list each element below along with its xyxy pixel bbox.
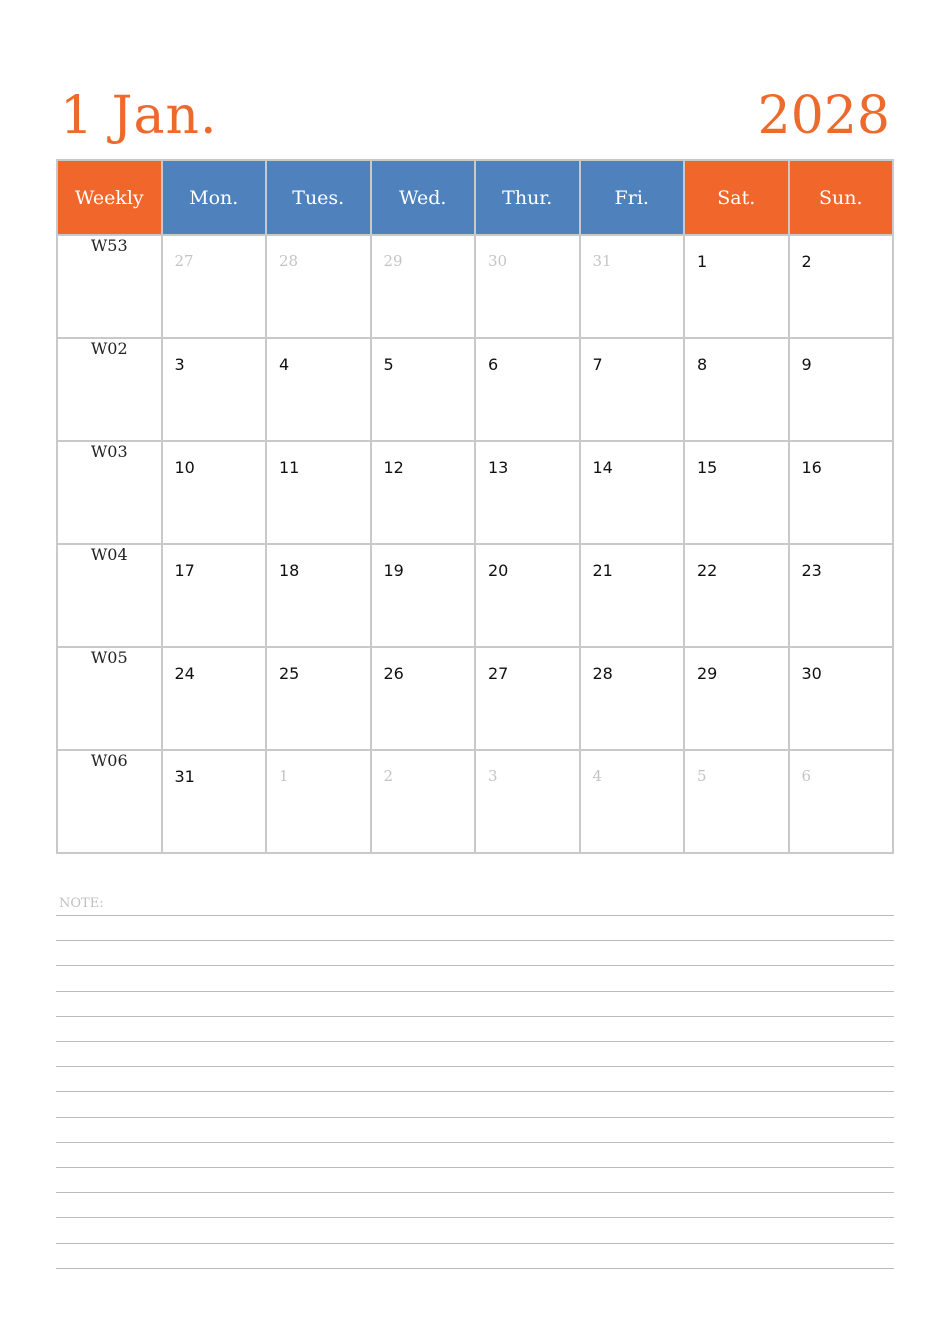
note-line	[56, 915, 894, 916]
adjacent-month-day-number: 1	[279, 767, 289, 785]
day-number: 2	[801, 252, 812, 271]
adjacent-month-day-number: 28	[279, 252, 299, 270]
day-cell[interactable]	[789, 441, 894, 544]
day-number: 27	[488, 664, 509, 683]
header-wednesday: Wed.	[371, 160, 476, 235]
header-monday: Mon.	[162, 160, 267, 235]
note-line	[56, 1016, 894, 1017]
note-line	[56, 1192, 894, 1193]
day-cell[interactable]	[266, 750, 371, 853]
week-number: W06	[57, 750, 162, 853]
header-friday: Fri.	[580, 160, 685, 235]
day-number: 10	[174, 458, 195, 477]
month-title: 1 Jan.	[60, 86, 218, 146]
adjacent-month-day-number: 5	[697, 767, 707, 785]
day-cell[interactable]	[371, 235, 476, 338]
week-number: W53	[57, 235, 162, 338]
day-number: 1	[697, 252, 708, 271]
day-cell[interactable]	[684, 544, 789, 647]
header-thursday: Thur.	[475, 160, 580, 235]
day-number: 5	[383, 355, 394, 374]
adjacent-month-day-number: 29	[383, 252, 403, 270]
day-number: 3	[174, 355, 185, 374]
note-line	[56, 1142, 894, 1143]
day-cell[interactable]	[266, 647, 371, 750]
day-cell[interactable]	[266, 235, 371, 338]
adjacent-month-day-number: 27	[174, 252, 194, 270]
note-line	[56, 1268, 894, 1269]
week-number: W03	[57, 441, 162, 544]
day-cell[interactable]	[580, 235, 685, 338]
day-number: 30	[801, 664, 822, 683]
week-number: W02	[57, 338, 162, 441]
day-number: 9	[801, 355, 812, 374]
note-line	[56, 1041, 894, 1042]
year-title: 2028	[757, 86, 890, 146]
day-cell[interactable]	[580, 338, 685, 441]
day-cell[interactable]	[789, 544, 894, 647]
week-number: W04	[57, 544, 162, 647]
adjacent-month-day-number: 3	[488, 767, 498, 785]
week-row	[57, 338, 893, 441]
day-cell[interactable]	[162, 338, 267, 441]
note-line	[56, 991, 894, 992]
day-cell[interactable]	[371, 647, 476, 750]
day-cell[interactable]	[580, 441, 685, 544]
week-row	[57, 544, 893, 647]
calendar-grid	[56, 159, 894, 854]
note-line	[56, 965, 894, 966]
week-row	[57, 441, 893, 544]
adjacent-month-day-number: 2	[383, 767, 394, 785]
day-number: 17	[174, 561, 195, 580]
day-cell[interactable]	[162, 235, 267, 338]
adjacent-month-day-number: 4	[592, 767, 603, 785]
note-line	[56, 1117, 894, 1118]
day-cell[interactable]	[684, 750, 789, 853]
note-line	[56, 1091, 894, 1092]
day-number: 11	[279, 458, 300, 477]
note-line	[56, 1167, 894, 1168]
day-number: 20	[488, 561, 509, 580]
day-number: 23	[801, 561, 822, 580]
day-cell[interactable]	[580, 544, 685, 647]
day-cell[interactable]	[162, 647, 267, 750]
day-cell[interactable]	[475, 647, 580, 750]
day-cell[interactable]	[789, 338, 894, 441]
day-cell[interactable]	[371, 338, 476, 441]
day-cell[interactable]	[475, 338, 580, 441]
header-tuesday: Tues.	[266, 160, 371, 235]
day-cell[interactable]	[684, 647, 789, 750]
day-number: 4	[279, 355, 290, 374]
day-cell[interactable]	[266, 544, 371, 647]
week-row	[57, 647, 893, 750]
day-cell[interactable]	[684, 338, 789, 441]
day-cell[interactable]	[371, 544, 476, 647]
day-number: 14	[592, 458, 613, 477]
adjacent-month-day-number: 6	[801, 767, 812, 785]
day-cell[interactable]	[475, 235, 580, 338]
day-cell[interactable]	[789, 235, 894, 338]
day-number: 24	[174, 664, 195, 683]
day-cell[interactable]	[684, 235, 789, 338]
day-cell[interactable]	[475, 544, 580, 647]
day-number: 26	[383, 664, 404, 683]
day-number: 28	[592, 664, 613, 683]
day-number: 15	[697, 458, 718, 477]
day-number: 29	[697, 664, 718, 683]
day-cell[interactable]	[371, 441, 476, 544]
day-number: 19	[383, 561, 404, 580]
day-number: 12	[383, 458, 404, 477]
day-cell[interactable]	[475, 441, 580, 544]
day-number: 6	[488, 355, 499, 374]
note-line	[56, 1217, 894, 1218]
day-cell[interactable]	[162, 750, 267, 853]
day-number: 18	[279, 561, 300, 580]
day-cell[interactable]	[162, 441, 267, 544]
header-weekly: Weekly	[57, 160, 162, 235]
day-cell[interactable]	[371, 750, 476, 853]
day-cell[interactable]	[684, 441, 789, 544]
adjacent-month-day-number: 31	[592, 252, 612, 270]
day-number: 21	[592, 561, 613, 580]
note-line	[56, 1243, 894, 1244]
day-cell[interactable]	[266, 441, 371, 544]
notes-label: NOTE:	[59, 896, 104, 911]
header-sunday: Sun.	[789, 160, 894, 235]
day-number: 7	[592, 355, 603, 374]
day-number: 22	[697, 561, 718, 580]
header-saturday: Sat.	[684, 160, 789, 235]
note-line	[56, 940, 894, 941]
weekday-header-row	[57, 160, 893, 235]
day-number: 16	[801, 458, 822, 477]
day-cell[interactable]	[475, 750, 580, 853]
week-number: W05	[57, 647, 162, 750]
week-row	[57, 235, 893, 338]
day-number: 31	[174, 767, 195, 786]
day-cell[interactable]	[580, 647, 685, 750]
week-row	[57, 750, 893, 853]
day-number: 25	[279, 664, 300, 683]
adjacent-month-day-number: 30	[488, 252, 508, 270]
day-cell[interactable]	[789, 750, 894, 853]
day-number: 8	[697, 355, 708, 374]
note-line	[56, 1066, 894, 1067]
day-cell[interactable]	[266, 338, 371, 441]
day-cell[interactable]	[789, 647, 894, 750]
day-number: 13	[488, 458, 509, 477]
day-cell[interactable]	[580, 750, 685, 853]
day-cell[interactable]	[162, 544, 267, 647]
